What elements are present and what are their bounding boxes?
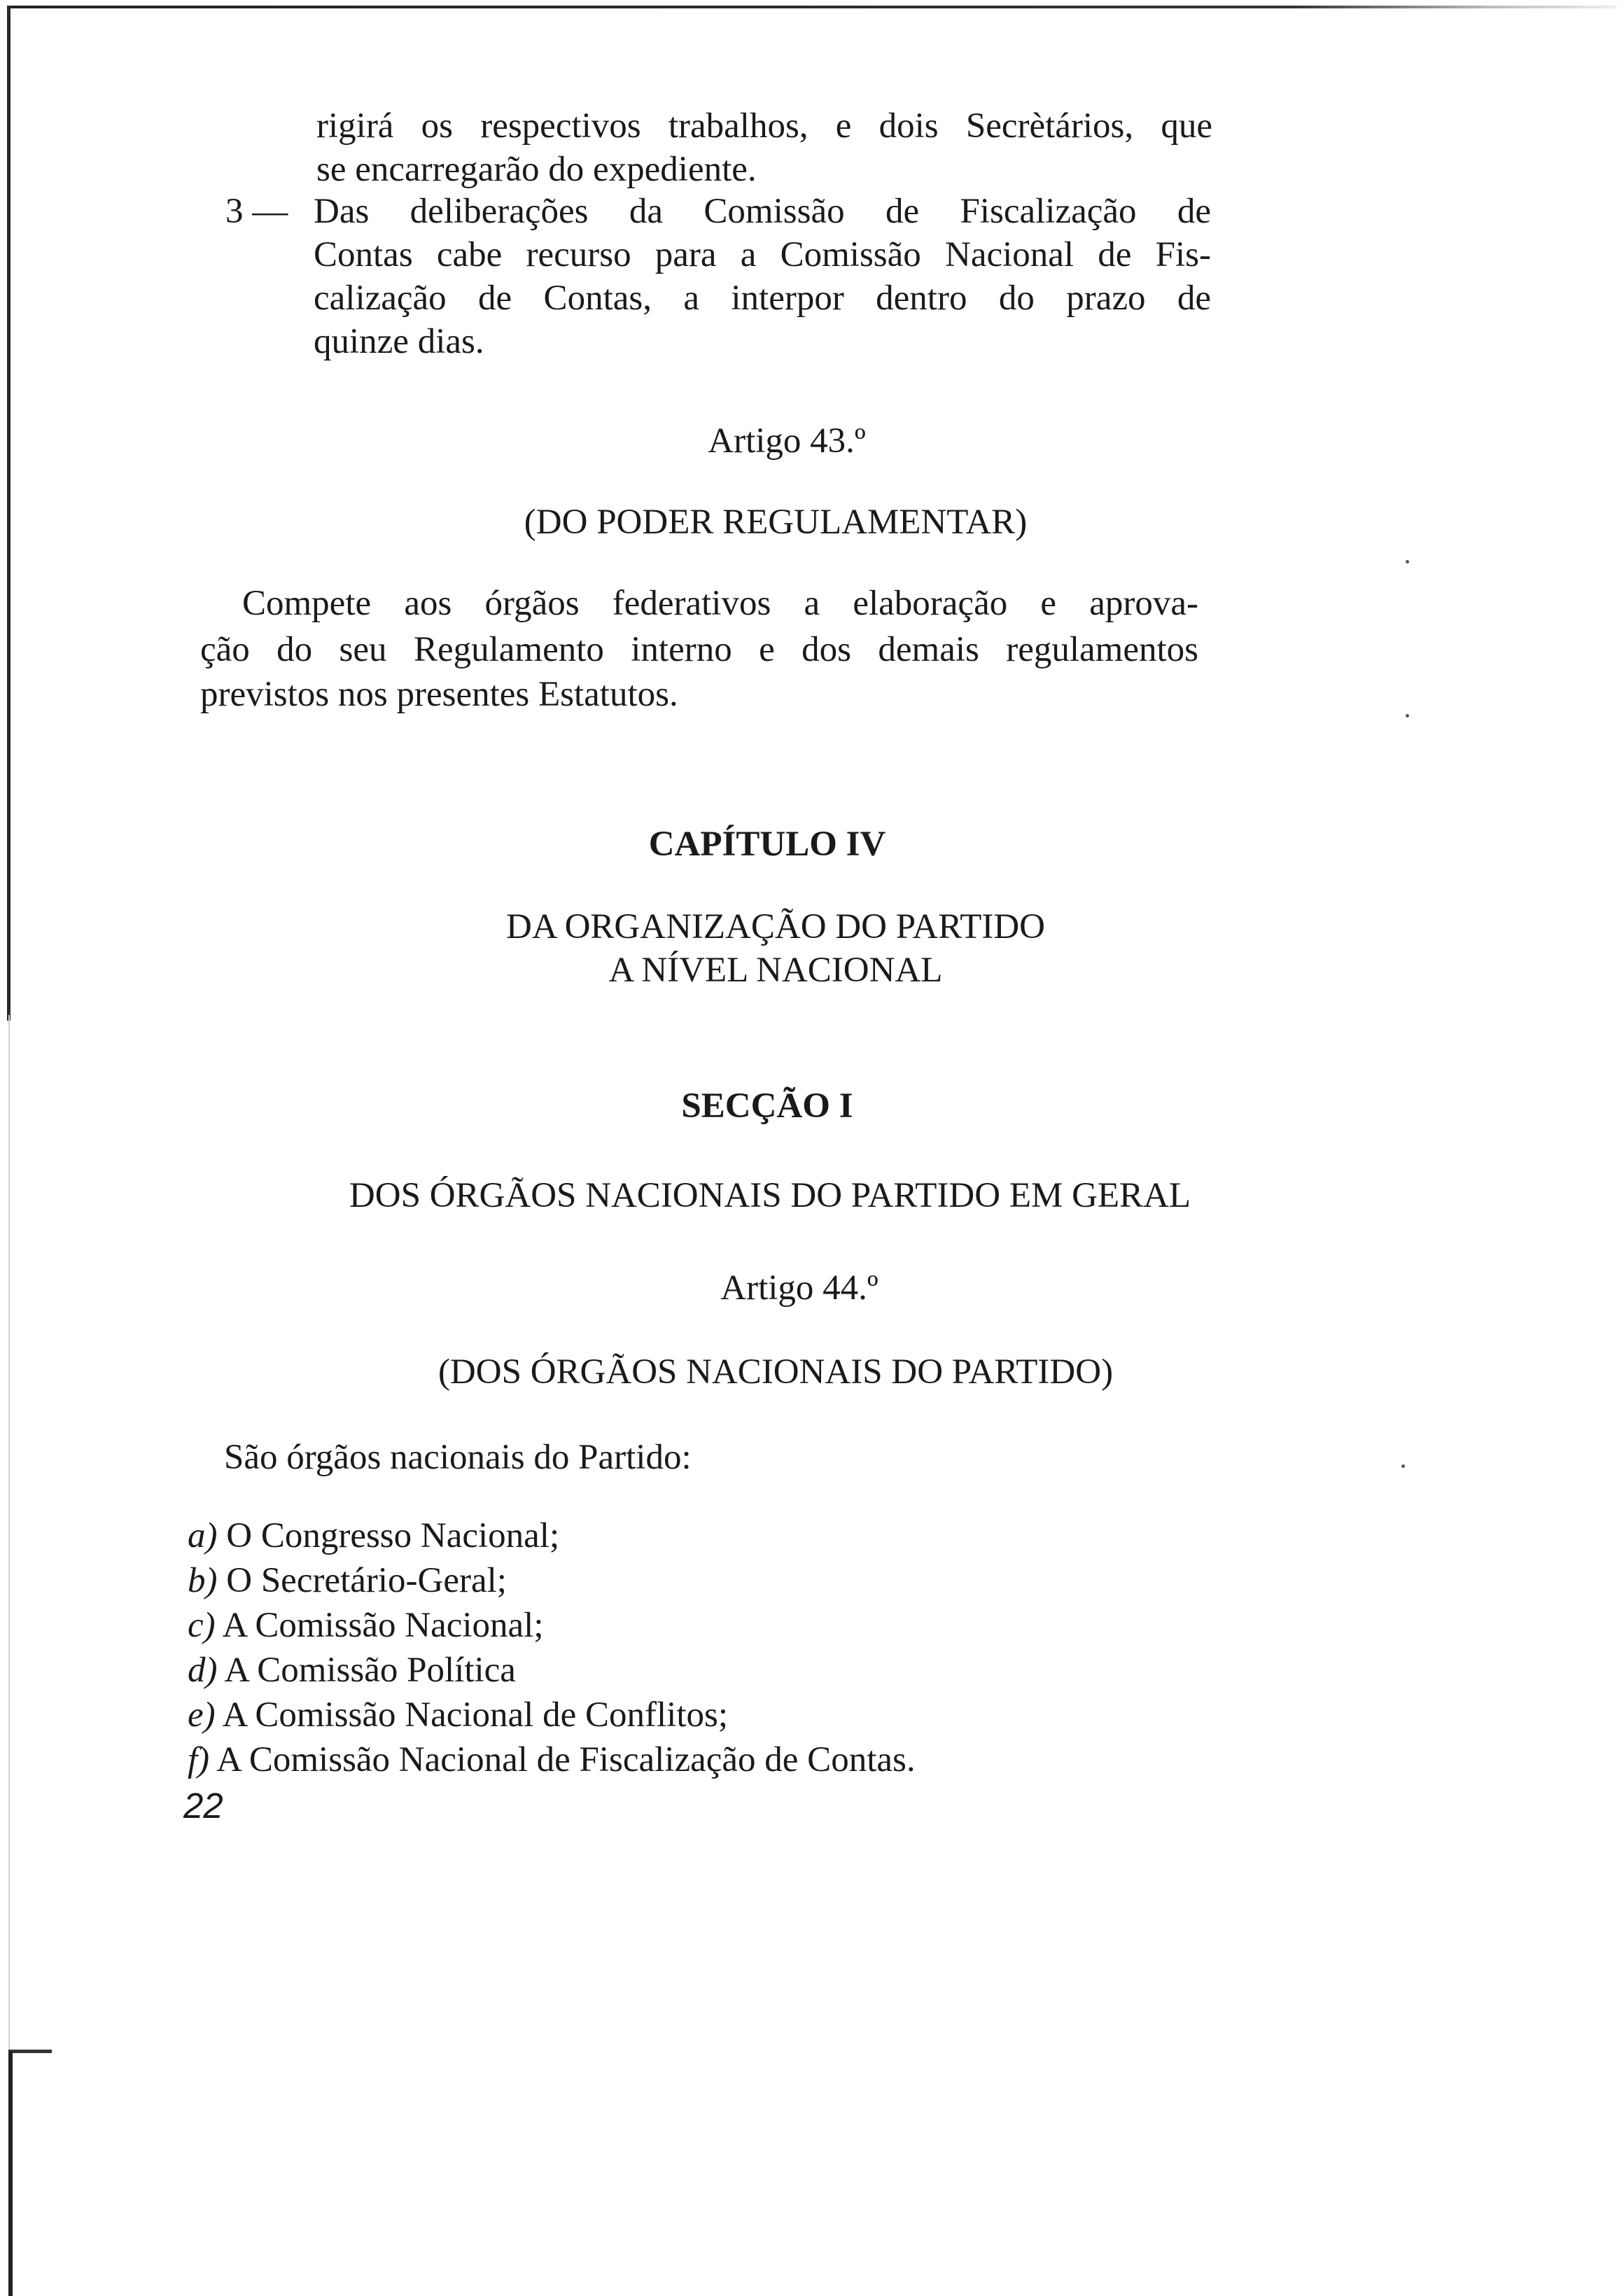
article-subtitle: (DOS ÓRGÃOS NACIONAIS DO PARTIDO): [438, 1352, 1114, 1392]
list-item-letter: a): [188, 1516, 218, 1555]
list-item-text: A Comissão Nacional de Conflitos;: [222, 1695, 729, 1735]
paragraph-line: rigirá os respectivos trabalhos, e dois Secrètários, que: [316, 106, 1212, 146]
scan-corner-mark-horizontal: [8, 2050, 52, 2053]
section-title: DOS ÓRGÃOS NACIONAIS DO PARTIDO EM GERAL: [349, 1176, 1191, 1215]
list-item-text: A Comissão Nacional;: [222, 1606, 544, 1645]
item-3-line: quinze dias.: [314, 322, 484, 361]
list-item-letter: f): [188, 1740, 210, 1779]
scan-speck: [1406, 560, 1409, 564]
list-item-text: A Comissão Política: [224, 1651, 516, 1690]
scan-border-left-faint: [8, 1015, 10, 2051]
article-43-paragraph-line: ção do seu Regulamento interno e dos demais regulamentos: [200, 630, 1198, 669]
item-3-line: Contas cabe recurso para a Comissão Nacional de Fis-: [314, 235, 1211, 274]
list-item-letter: c): [188, 1606, 216, 1645]
article-43-paragraph-line: Compete aos órgãos federativos a elaboração e aprova-: [242, 584, 1198, 623]
list-item: [188, 1649, 516, 1691]
list-item-letter: b): [188, 1561, 218, 1600]
list-item: [188, 1739, 916, 1781]
chapter-title-line: DA ORGANIZAÇÃO DO PARTIDO: [505, 907, 1045, 946]
article-subtitle: (DO PODER REGULAMENTAR): [524, 503, 1028, 542]
list-item-text: O Secretário-Geral;: [226, 1561, 507, 1600]
chapter-title-line: A NÍVEL NACIONAL: [608, 951, 943, 990]
item-number: 3 —: [225, 192, 288, 231]
list-item-letter: e): [188, 1695, 216, 1735]
list-item-text: A Comissão Nacional de Fiscalização de Contas.: [216, 1740, 916, 1779]
article-heading: Artigo 43.º: [708, 421, 866, 461]
scan-speck: [1406, 714, 1409, 718]
paragraph-line: se encarregarão do expediente.: [316, 150, 757, 189]
list-item-letter: d): [188, 1651, 218, 1690]
article-43-paragraph-line: previstos nos presentes Estatutos.: [200, 675, 678, 714]
article-heading: Artigo 44.º: [720, 1268, 878, 1308]
article-44-intro: São órgãos nacionais do Partido:: [224, 1438, 692, 1477]
item-3-line: Das deliberações da Comissão de Fiscalização de: [314, 192, 1211, 231]
scan-border-top: [7, 6, 1617, 8]
list-item: [188, 1694, 728, 1736]
scan-corner-mark-vertical: [8, 2051, 13, 2296]
page-number: 22: [183, 1786, 223, 1826]
list-item: [188, 1604, 544, 1646]
section-heading: SECÇÃO I: [681, 1086, 853, 1126]
list-item: [188, 1560, 507, 1602]
list-item-text: O Congresso Nacional;: [226, 1516, 560, 1555]
list-item: [188, 1515, 559, 1557]
chapter-heading: CAPÍTULO IV: [648, 825, 886, 864]
item-3-line: calização de Contas, a interpor dentro do prazo de: [314, 279, 1211, 318]
scan-speck: [1401, 1464, 1405, 1468]
